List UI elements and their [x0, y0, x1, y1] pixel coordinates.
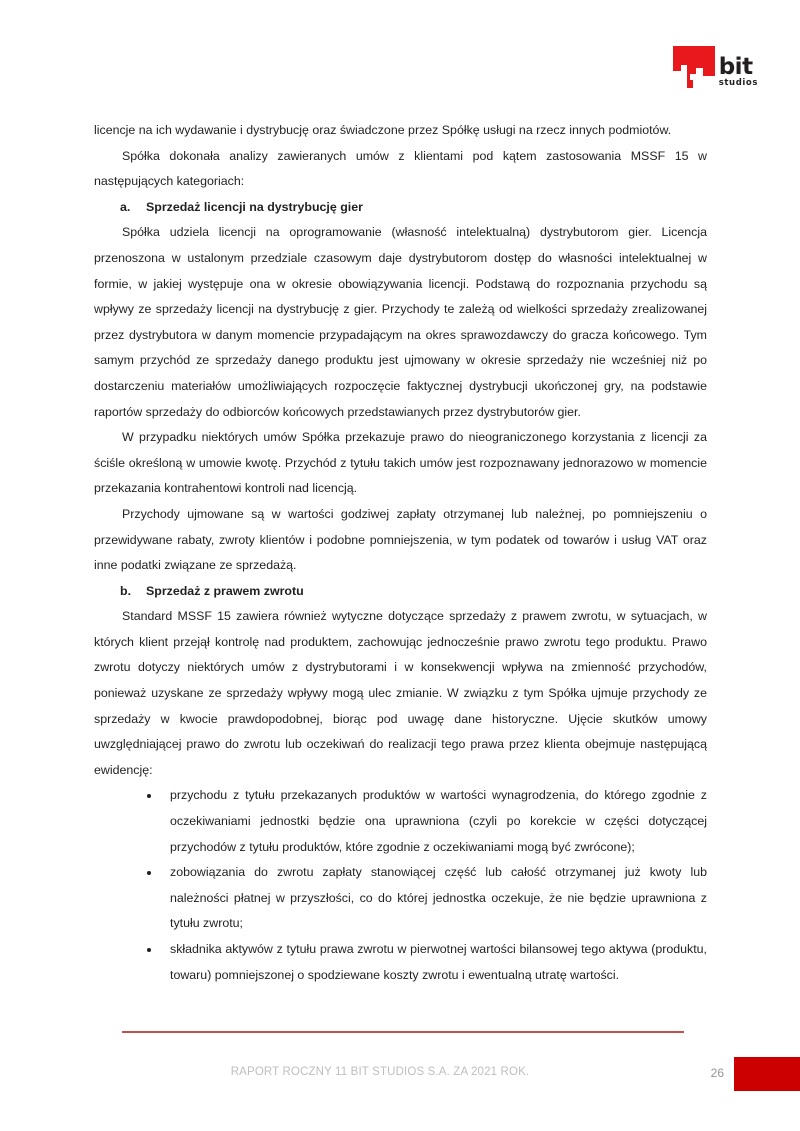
page-number: 26	[710, 1066, 724, 1080]
logo-bit-text: bit	[718, 54, 753, 80]
logo-wordmark	[719, 46, 758, 89]
eleven-bit-logo-mark-icon	[673, 46, 715, 88]
paragraph-3: Spółka udziela licencji na oprogramowanie (własność intelektualną) dystrybutorom gier. Licencja przenoszona w ustalonym przedziale czasowym daje dystrybutorom dostęp do własności intelektualnej w formie, w jakiej występuje ona w okresie obowiązywania licencji. Podstawą do rozpoznania przychodu są wpływy ze sprzedaży licencji na dystrybucję z gier. Przychody te zależą od wielkości sprzedaży zrealizowanej przez dystrybutora w danym momencie przypadającym na okres sprawozdawczy do gracza końcowego. Tym samym przychód ze sprzedaży danego produktu jest ujmowany w okresie sprzedaży nie wcześniej niż po dostarczeniu materiałów umożliwiających rozpoczęcie faktycznej dystrybucji ukończonej gry, na podstawie raportów sprzedaży do odbiorców końcowych przedstawianych przez dystrybutorów gier.	[94, 225, 707, 419]
paragraph-1: licencje na ich wydawanie i dystrybucję oraz świadczone przez Spółkę usługi na rzecz innych podmiotów.	[94, 123, 672, 137]
paragraph-2: Spółka dokonała analizy zawieranych umów z klientami pod kątem zastosowania MSSF 15 w następujących kategoriach:	[94, 148, 707, 189]
footer-accent-block	[734, 1057, 800, 1091]
section-marker-a: a.	[120, 199, 131, 214]
evidence-bullet-list	[94, 783, 707, 988]
list-item: składnika aktywów z tytułu prawa zwrotu w pierwotnej wartości bilansowej tego aktywa (produktu, towaru) pomniejszonej o spodziewane koszty zwrotu i ewentualną utratę wartości.	[145, 937, 707, 988]
footer-divider	[122, 1031, 684, 1033]
paragraph-6: Standard MSSF 15 zawiera również wytyczne dotyczące sprzedaży z prawem zwrotu, w sytuacjach, w których klient przejął kontrolę nad produktem, zachowując jednocześnie prawo zwrotu tego produktu. Prawo zwrotu dotyczy niektórych umów z dystrybutorami i w konsekwencji wpływa na zmienność przychodów, ponieważ uzyskane ze sprzedaży wpływy mogą ulec zmianie. W związku z tym Spółka ujmuje przychody ze sprzedaży w kwocie prawdopodobnej, biorąc pod uwagę dane historyczne. Ujęcie skutków umowy uwzględniającej prawo do zwrotu lub oczekiwań do realizacji tego prawa przez klienta obejmuje następującą ewidencję:	[94, 609, 707, 777]
list-item: przychodu z tytułu przekazanych produktów w wartości wynagrodzenia, do którego zgodnie z oczekiwaniami jednostki będzie ona uprawniona (czyli po korekcie w części dotyczącej przychodów z tytułu produktów, które zgodnie z oczekiwaniami mogą być zwrócone);	[145, 783, 707, 860]
list-item: zobowiązania do zwrotu zapłaty stanowiącej część lub całość otrzymanej już kwoty lub należności płatnej w przyszłości, co do której jednostka oczekuje, że nie będzie uprawniona z tytułu zwrotu;	[145, 860, 707, 937]
section-title-a: Sprzedaż licencji na dystrybucję gier	[146, 199, 363, 214]
footer-report-title: RAPORT ROCZNY 11 BIT STUDIOS S.A. ZA 2021 ROK.	[230, 1066, 530, 1078]
section-heading-b	[120, 579, 707, 605]
section-title-b: Sprzedaż z prawem zwrotu	[146, 583, 304, 598]
document-body	[94, 118, 707, 988]
paragraph-4: W przypadku niektórych umów Spółka przekazuje prawo do nieograniczonego korzystania z licencji za ściśle określoną w umowie kwotę. Przychód z tytułu takich umów jest rozpoznawany jednorazowo w momencie przekazania kontrahentowi kontroli nad licencją.	[94, 430, 707, 496]
paragraph-5: Przychody ujmowane są w wartości godziwej zapłaty otrzymanej lub należnej, po pomniejszeniu o przewidywane rabaty, zwroty klientów i podobne pomniejszenia, w tym podatek od towarów i usług VAT oraz inne podatki związane ze sprzedażą.	[94, 506, 707, 573]
section-marker-b: b.	[120, 583, 132, 598]
company-logo	[638, 46, 758, 89]
logo-studios-text: studios	[718, 78, 758, 88]
page-header	[638, 46, 758, 102]
section-heading-a	[120, 195, 707, 221]
